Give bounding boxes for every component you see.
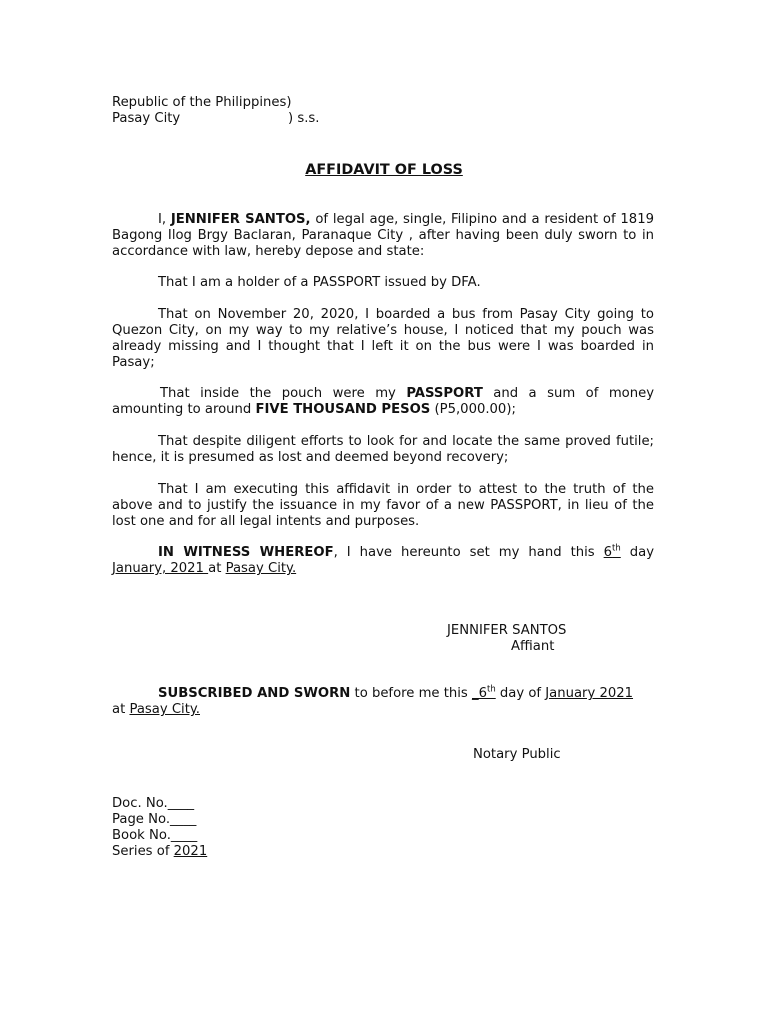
jurat-day-of: day of: [495, 686, 546, 701]
witness-month-year: January, 2021: [112, 561, 209, 576]
pouch-mid: and a sum of money amounting to around: [112, 386, 655, 417]
document-title: AFFIDAVIT OF LOSS: [305, 162, 463, 178]
intro-paragraph: [112, 212, 654, 260]
paragraph-incident: [112, 307, 654, 371]
pouch-pre: That inside the pouch were my: [160, 386, 407, 401]
paragraph-passport-holder-text: That I am a holder of a PASSPORT issued by DFA.: [158, 275, 481, 290]
series-line: [112, 844, 207, 860]
jurat-lead: SUBSCRIBED AND SWORN: [158, 686, 351, 701]
venue-republic: Republic of the Philippines): [112, 95, 292, 110]
paragraph-witness: [112, 545, 654, 577]
affiant-name-inline: JENNIFER SANTOS,: [170, 212, 311, 227]
paragraph-pouch-contents: [112, 386, 654, 418]
intro-rest: of legal age, single, Filipino and a resident of 1819 Bagong Ilog Brgy Baclaran, Paranaque City , after having been duly sworn to in accordance with law, hereby depose and state:: [112, 212, 654, 259]
notary-public-label: Notary Public: [473, 747, 561, 762]
jurat-at: at: [112, 702, 130, 717]
pouch-amount: (P5,000.00);: [430, 402, 516, 417]
venue-block: [112, 95, 320, 127]
page-number: Page No.____: [112, 812, 197, 827]
jurat-day: [472, 686, 496, 701]
pouch-passport: PASSPORT: [406, 386, 483, 401]
intro-pre: I,: [158, 212, 171, 227]
witness-text: , I have hereunto set my hand this: [333, 545, 604, 560]
series-year: 2021: [173, 844, 208, 859]
paragraph-purpose-text: That I am executing this affidavit in order to attest to the truth of the above and to justify the issuance in my favor of a new PASSPORT, in lieu of the lost one and for all legal intents and purposes.: [112, 482, 654, 529]
jurat-month-year: January 2021: [545, 686, 634, 701]
notarial-register-block: [112, 796, 207, 860]
witness-day-suffix: th: [612, 543, 621, 554]
jurat-day-number: _6: [472, 686, 487, 701]
witness-day-word: day: [620, 545, 655, 560]
paragraph-jurat: [112, 686, 654, 718]
affiant-label: Affiant: [511, 639, 555, 654]
paragraph-diligent-efforts: [112, 434, 654, 466]
pouch-amount-words: FIVE THOUSAND PESOS: [255, 402, 431, 417]
witness-lead: IN WITNESS WHEREOF: [158, 545, 334, 560]
doc-number: Doc. No.____: [112, 796, 195, 811]
witness-at: at: [208, 561, 226, 576]
venue-ss: ) s.s.: [288, 111, 320, 126]
paragraph-diligent-efforts-text: That despite diligent efforts to look for and locate the same proved futile; hence, it is presumed as lost and deemed beyond recovery;: [112, 434, 654, 465]
venue-city: Pasay City: [112, 111, 181, 126]
paragraph-purpose: [112, 482, 654, 530]
jurat-text: to before me this: [350, 686, 472, 701]
witness-day: [604, 545, 621, 560]
series-label: Series of: [112, 844, 174, 859]
paragraph-incident-text: That on November 20, 2020, I boarded a bus from Pasay City going to Quezon City, on my way to my relative’s house, I noticed that my pouch was already missing and I thought that I left it on the bus were I was boarded in Pasay;: [112, 307, 654, 370]
witness-place: Pasay City.: [225, 561, 297, 576]
witness-day-number: 6: [603, 545, 613, 560]
paragraph-passport-holder: [112, 275, 654, 291]
jurat-day-suffix: th: [486, 684, 496, 695]
jurat-place: Pasay City.: [129, 702, 200, 717]
book-number: Book No.____: [112, 828, 198, 843]
affiant-signature-name: JENNIFER SANTOS: [447, 623, 567, 638]
